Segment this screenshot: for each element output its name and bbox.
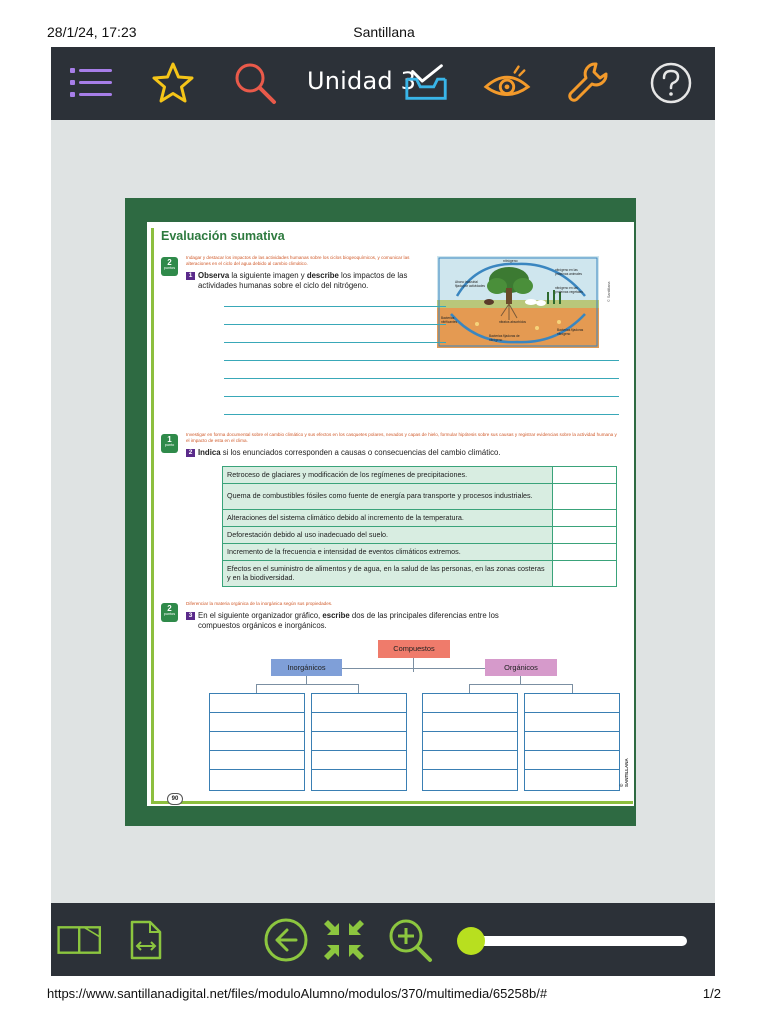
organic-answer-column-2[interactable] [524, 693, 620, 791]
top-toolbar [51, 47, 715, 120]
publisher-mark: © SANTILLANA [619, 758, 629, 787]
statement-cell: Retroceso de glaciares y modificación de los regímenes de precipitaciones. [223, 467, 553, 484]
table-row [223, 510, 617, 527]
answer-line[interactable] [224, 414, 619, 415]
statement-cell: Quema de combustibles fósiles como fuente de energía para transporte y procesos industriales. [223, 484, 553, 510]
objective-3: Diferenciar la materia orgánica de la inorgánica según sus propiedades. [186, 601, 333, 606]
print-page-number: 1/2 [702, 986, 721, 1001]
answer-cell[interactable] [553, 544, 617, 561]
print-header [0, 0, 768, 46]
answer-cell[interactable] [553, 484, 617, 510]
connector [306, 676, 307, 684]
table-row [223, 544, 617, 561]
instruction-2: Indica si los enunciados corresponden a causas o consecuencias del cambio climático. [198, 448, 501, 457]
answer-cell[interactable] [553, 561, 617, 587]
activity-tray-icon[interactable] [403, 59, 451, 107]
statement-cell: Incremento de la frecuencia e intensidad de eventos climáticos extremos. [223, 544, 553, 561]
table-row [223, 561, 617, 587]
print-url: https://www.santillanadigital.net/files/moduloAlumno/modulos/370/multimedia/65258b/# [47, 986, 548, 1001]
organizer-organic: Orgánicos [485, 659, 557, 676]
illus-label-bc: nitratos absorbidos [499, 320, 526, 324]
print-site-title: Santillana [353, 24, 415, 40]
back-arrow-icon[interactable] [263, 917, 309, 963]
answer-line[interactable] [224, 396, 619, 397]
objective-1: Indagar y destacar los impactos de las actividades humanas sobre los ciclos biogeoquímicos, y comunicar las alteraciones en el ciclo del agua debido al cambio climático. [186, 255, 410, 266]
points-badge-1: 2 puntos [161, 257, 178, 276]
unit-title: Unidad 3 [307, 67, 417, 95]
menu-icon[interactable] [67, 59, 115, 107]
zoom-slider-track[interactable] [469, 936, 687, 946]
answer-line[interactable] [224, 324, 446, 325]
table-row [223, 484, 617, 510]
statement-cell: Efectos en el suministro de alimentos y de agua, en la salud de las personas, en las zonas costeras y en la biodiversidad. [223, 561, 553, 587]
fit-width-icon[interactable] [123, 917, 169, 963]
illus-label-left: Abono industrial fijado por actividades [455, 280, 485, 288]
organizer-root: Compuestos [378, 640, 450, 658]
illus-label-bm: Bacterias fijadoras de nitrógeno [489, 334, 520, 342]
answer-line[interactable] [224, 342, 446, 343]
zoom-in-icon[interactable] [387, 917, 433, 963]
connector [358, 684, 359, 693]
connector [520, 676, 521, 684]
connector [469, 684, 470, 693]
illus-label-right: nitrógeno en las proteínas animales [555, 268, 582, 276]
inorganic-answer-column-2[interactable] [311, 693, 407, 791]
connector [413, 658, 414, 672]
organizer-inorganic: Inorgánicos [271, 659, 342, 676]
wrench-icon[interactable] [565, 59, 613, 107]
illus-label-br: Bacterias fijadoras nitrógeno [557, 328, 584, 336]
points-badge-2: 1 punto [161, 434, 178, 453]
connector [572, 684, 573, 693]
statement-cell: Alteraciones del sistema climático debido al incremento de la temperatura. [223, 510, 553, 527]
table-row [223, 467, 617, 484]
answer-line[interactable] [224, 360, 619, 361]
inorganic-answer-column-1[interactable] [209, 693, 305, 791]
answer-cell[interactable] [553, 527, 617, 544]
search-icon[interactable] [231, 59, 279, 107]
question-number-3: 3 [186, 612, 195, 620]
illus-label-top: nitrógeno [503, 259, 518, 263]
nitrogen-cycle-illustration [437, 256, 599, 348]
illus-label-bl: Bacterias nitrificantes [441, 316, 458, 324]
zoom-slider-thumb[interactable] [457, 927, 485, 955]
page-left-border [151, 228, 154, 804]
instruction-1: Observa la siguiente imagen y describe los impactos de las actividades humanas sobre el ciclo del nitrógeno. [198, 271, 408, 291]
eye-icon[interactable] [483, 59, 531, 107]
page-title: Evaluación sumativa [161, 229, 285, 243]
statement-cell: Deforestación debido al uso inadecuado del suelo. [223, 527, 553, 544]
answer-cell[interactable] [553, 510, 617, 527]
answer-cell[interactable] [553, 467, 617, 484]
statements-table [222, 466, 617, 587]
answer-line[interactable] [224, 306, 446, 307]
illus-label-right2: nitrógeno en las proteínas vegetales [555, 286, 583, 294]
answer-line[interactable] [224, 378, 619, 379]
double-page-icon[interactable] [57, 917, 103, 963]
reader-app [51, 47, 715, 976]
print-footer [0, 984, 768, 1014]
shrink-icon[interactable] [321, 917, 367, 963]
connector [256, 684, 257, 693]
question-number-2: 2 [186, 449, 195, 457]
question-number-1: 1 [186, 272, 195, 280]
worksheet-page[interactable] [147, 222, 634, 806]
connector [256, 684, 358, 685]
objective-2: Investigar en forma documental sobre el cambio climático y sus efectos en los casquetes polares, nevados y capas de hielo, formular hipótesis sobre sus causas y registrar evidencias sobre la actividad humana y el impacto de esta en el clima. [186, 432, 617, 443]
points-badge-3: 2 puntos [161, 603, 178, 622]
organic-answer-column-1[interactable] [422, 693, 518, 791]
page-frame [125, 198, 636, 826]
instruction-3: En el siguiente organizador gráfico, escribe dos de las principales diferencias entre los compuestos orgánicos e inorgánicos. [198, 611, 499, 631]
page-bottom-border [151, 801, 633, 804]
table-row [223, 527, 617, 544]
page-number: 90 [167, 793, 183, 805]
star-icon[interactable] [149, 59, 197, 107]
print-date: 28/1/24, 17:23 [47, 24, 137, 40]
illustration-credit: © Santillana [607, 281, 611, 302]
bottom-toolbar [51, 903, 715, 976]
help-icon[interactable] [647, 59, 695, 107]
connector [341, 668, 486, 669]
connector [469, 684, 572, 685]
